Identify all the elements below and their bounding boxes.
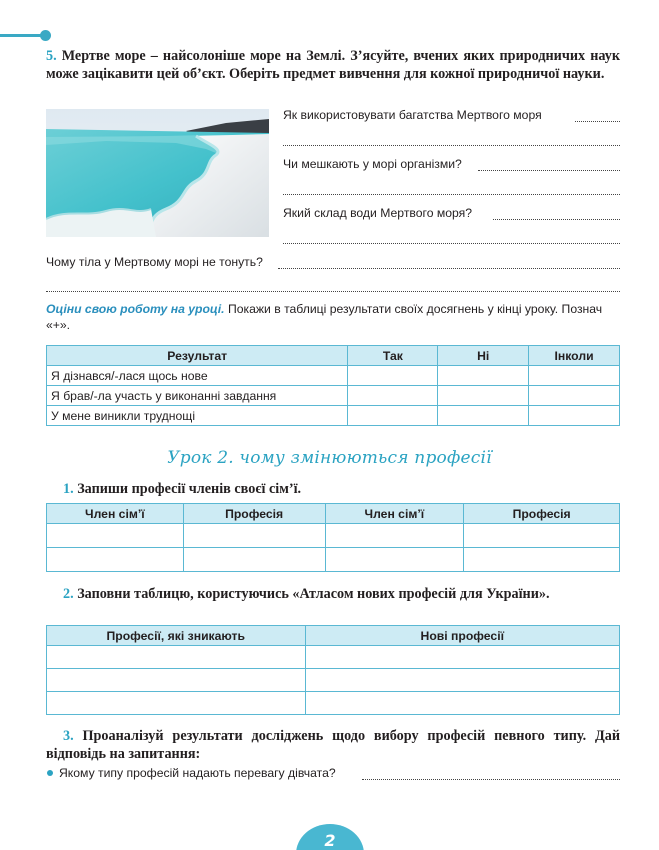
- answer-line[interactable]: [283, 145, 620, 146]
- answer-line[interactable]: [283, 243, 620, 244]
- eval-row-label: У мене виникли труднощі: [47, 406, 348, 426]
- task1-text: [63, 480, 301, 498]
- atlas-cell[interactable]: [305, 669, 619, 692]
- atlas-cell[interactable]: [305, 646, 619, 669]
- top-rule-dot: [40, 30, 51, 41]
- answer-line[interactable]: [478, 170, 620, 171]
- question-composition: Який склад води Мертвого моря?: [283, 206, 473, 220]
- family-cell[interactable]: [464, 548, 620, 572]
- family-professions-table: [46, 503, 620, 572]
- eval-cell[interactable]: [529, 386, 620, 406]
- family-header-profession: Професія: [464, 504, 620, 524]
- task2-body: Заповни таблицю, користуючись «Атласом нових професій для України».: [77, 586, 550, 602]
- question-floating: Чому тіла у Мертвому морі не тонуть?: [46, 255, 263, 269]
- eval-row-label: Я дізнався/-лася щось нове: [47, 366, 348, 386]
- eval-cell[interactable]: [438, 386, 529, 406]
- family-header-member: Член сім’ї: [47, 504, 184, 524]
- atlas-cell[interactable]: [47, 692, 306, 715]
- family-cell[interactable]: [47, 548, 184, 572]
- family-cell[interactable]: [325, 524, 464, 548]
- answer-line[interactable]: [283, 194, 620, 195]
- eval-header-yes: Так: [348, 346, 438, 366]
- family-header-profession: Професія: [183, 504, 325, 524]
- top-rule: [0, 34, 44, 37]
- eval-row-label: Я брав/-ла участь у виконанні завдання: [47, 386, 348, 406]
- dead-sea-illustration: [46, 109, 269, 237]
- eval-cell[interactable]: [529, 406, 620, 426]
- bullet-icon: [47, 770, 53, 776]
- lesson-title: Урок 2. чому змінюються професії: [167, 448, 492, 468]
- task2-text: [46, 585, 620, 603]
- atlas-cell[interactable]: [47, 646, 306, 669]
- family-cell[interactable]: [464, 524, 620, 548]
- eval-cell[interactable]: [348, 386, 438, 406]
- page-number: 2: [324, 831, 336, 850]
- eval-cell[interactable]: [438, 406, 529, 426]
- task3-number: 3.: [63, 728, 74, 744]
- evaluation-table: [46, 345, 620, 426]
- dead-sea-photo: [46, 109, 269, 237]
- atlas-header-disappearing: Професії, які зникають: [47, 626, 306, 646]
- task5-text: [46, 47, 620, 83]
- family-cell[interactable]: [183, 524, 325, 548]
- answer-line[interactable]: [575, 121, 620, 122]
- answer-line[interactable]: [278, 268, 620, 269]
- self-evaluation-accent: Оціни свою роботу на уроці.: [46, 302, 225, 316]
- eval-header-result: Результат: [47, 346, 348, 366]
- professions-atlas-table: [46, 625, 620, 715]
- atlas-header-new: Нові професії: [305, 626, 619, 646]
- question-girls-preference: Якому типу професій надають перевагу дівчата?: [59, 766, 336, 780]
- question-organisms: Чи мешкають у морі організми?: [283, 157, 462, 171]
- task5-body: Мертве море – найсолоніше море на Землі. З’ясуйте, вчених яких природничих наук може зацікавити цей об’єкт. Оберіть предмет вивчення для кожної природничої науки.: [46, 48, 621, 82]
- task1-number: 1.: [63, 481, 74, 497]
- eval-cell[interactable]: [348, 406, 438, 426]
- atlas-cell[interactable]: [47, 669, 306, 692]
- task1-body: Запиши професії членів своєї сім’ї.: [77, 481, 302, 497]
- task3-text: [46, 727, 620, 763]
- family-cell[interactable]: [183, 548, 325, 572]
- question-wealth: Як використовувати багатства Мертвого моря: [283, 108, 542, 122]
- family-cell[interactable]: [325, 548, 464, 572]
- eval-header-no: Ні: [438, 346, 529, 366]
- self-evaluation-text: [46, 301, 620, 333]
- family-cell[interactable]: [47, 524, 184, 548]
- task5-number: 5.: [46, 48, 57, 64]
- eval-cell[interactable]: [438, 366, 529, 386]
- self-evaluation-body: Покажи в таблиці результати своїх досягнень у кінці уроку. Познач «+».: [46, 302, 603, 332]
- task3-body: Проаналізуй результати досліджень щодо вибору професій певного типу. Дай відповідь на запитання:: [46, 728, 621, 762]
- answer-line[interactable]: [493, 219, 620, 220]
- eval-cell[interactable]: [529, 366, 620, 386]
- eval-cell[interactable]: [348, 366, 438, 386]
- answer-line[interactable]: [362, 779, 620, 780]
- task2-number: 2.: [63, 586, 74, 602]
- eval-header-sometimes: Інколи: [529, 346, 620, 366]
- atlas-cell[interactable]: [305, 692, 619, 715]
- answer-line[interactable]: [46, 291, 620, 292]
- family-header-member: Член сім’ї: [325, 504, 464, 524]
